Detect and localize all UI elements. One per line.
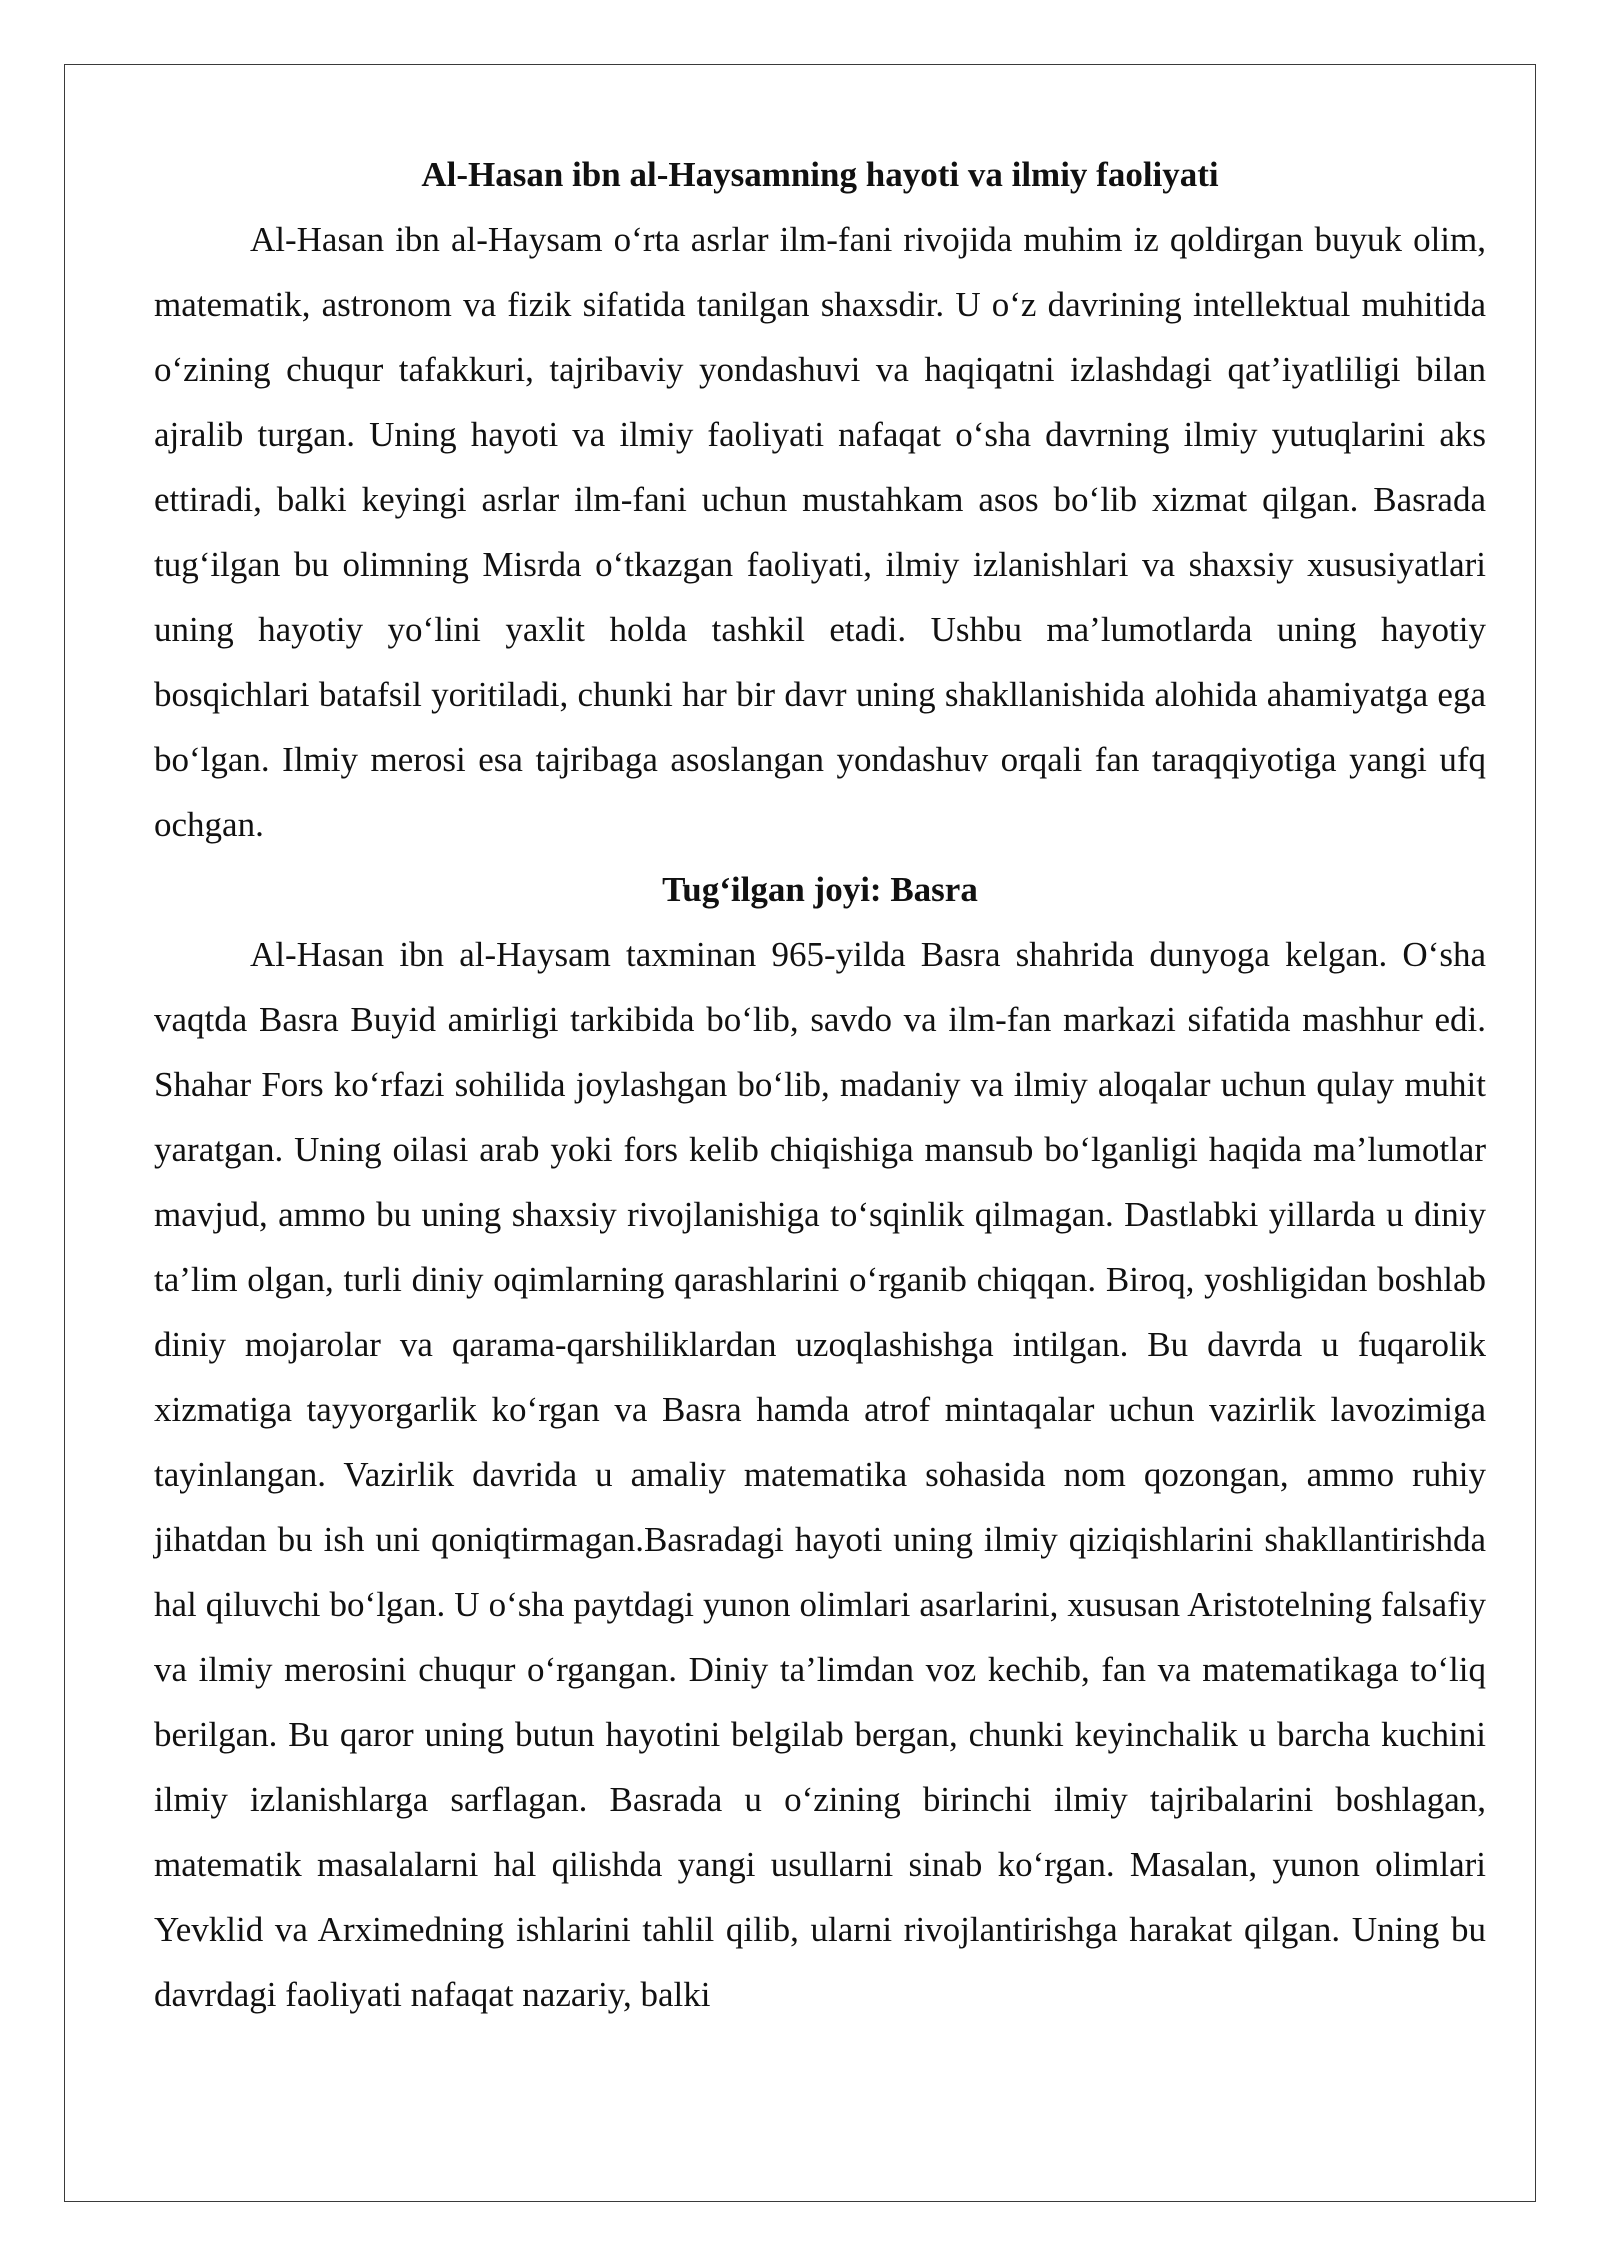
document-title: Al-Hasan ibn al-Haysamning hayoti va ilmiy faoliyati bbox=[421, 155, 1219, 194]
section-heading: Tug‘ilgan joyi: Basra bbox=[662, 870, 978, 909]
section-paragraph: Al-Hasan ibn al-Haysam taxminan 965-yilda Basra shahrida dunyoga kelgan. O‘sha vaqtda Basra Buyid amirligi tarkibida bo‘lib, savdo va ilm-fan markazi sifatida mashhur edi. Shahar Fors ko‘rfazi sohilida joylashgan bo‘lib, madaniy va ilmiy aloqalar uchun qulay muhit yaratgan. Uning oilasi arab yoki fors kelib chiqishiga mansub bo‘lganligi haqida ma’lumotlar mavjud, ammo bu uning shaxsiy rivojlanishiga to‘sqinlik qilmagan. Dastlabki yillarda u diniy ta’lim olgan, turli diniy oqimlarning qarashlarini o‘rganib chiqqan. Biroq, yoshligidan boshlab diniy mojarolar va qarama-qarshiliklardan uzoqlashishga intilgan. Bu davrda u fuqarolik xizmatiga tayyorgarlik ko‘rgan va Basra hamda atrof mintaqalar uchun vazirlik lavozimiga tayinlangan. Vazirlik davrida u amaliy matematika sohasida nom qozongan, ammo ruhiy jihatdan bu ish uni qoniqtirmagan.Basradagi hayoti uning ilmiy qiziqishlarini shakllantirishda hal qiluvchi bo‘lgan. U o‘sha paytdagi yunon olimlari asarlarini, xususan Aristotelning falsafiy va ilmiy merosini chuqur o‘rgangan. Diniy ta’limdan voz kechib, fan va matematikaga to‘liq berilgan. Bu qaror uning butun hayotini belgilab bergan, chunki keyinchalik u barcha kuchini ilmiy izlanishlarga sarflagan. Basrada u o‘zining birinchi ilmiy tajribalarini boshlagan, matematik masalalarni hal qilishda yangi usullarni sinab ko‘rgan. Masalan, yunon olimlari Yevklid va Arximedning ishlarini tahlil qilib, ularni rivojlantirishga harakat qilgan. Uning bu davrdagi faoliyati nafaqat nazariy, balki bbox=[154, 935, 1486, 2014]
intro-paragraph: Al-Hasan ibn al-Haysam o‘rta asrlar ilm-fani rivojida muhim iz qoldirgan buyuk olim, matematik, astronom va fizik sifatida tanilgan shaxsdir. U o‘z davrining intellektual muhitida o‘zining chuqur tafakkuri, tajribaviy yondashuvi va haqiqatni izlashdagi qat’iyatliligi bilan ajralib turgan. Uning hayoti va ilmiy faoliyati nafaqat o‘sha davrning ilmiy yutuqlarini aks ettiradi, balki keyingi asrlar ilm-fani uchun mustahkam asos bo‘lib xizmat qilgan. Basrada tug‘ilgan bu olimning Misrda o‘tkazgan faoliyati, ilmiy izlanishlari va shaxsiy xususiyatlari uning hayotiy yo‘lini yaxlit holda tashkil etadi. Ushbu ma’lumotlarda uning hayotiy bosqichlari batafsil yoritiladi, chunki har bir davr uning shakllanishida alohida ahamiyatga ega bo‘lgan. Ilmiy merosi esa tajribaga asoslangan yondashuv orqali fan taraqqiyotiga yangi ufq ochgan. bbox=[154, 220, 1486, 844]
document-body bbox=[154, 142, 1486, 2027]
